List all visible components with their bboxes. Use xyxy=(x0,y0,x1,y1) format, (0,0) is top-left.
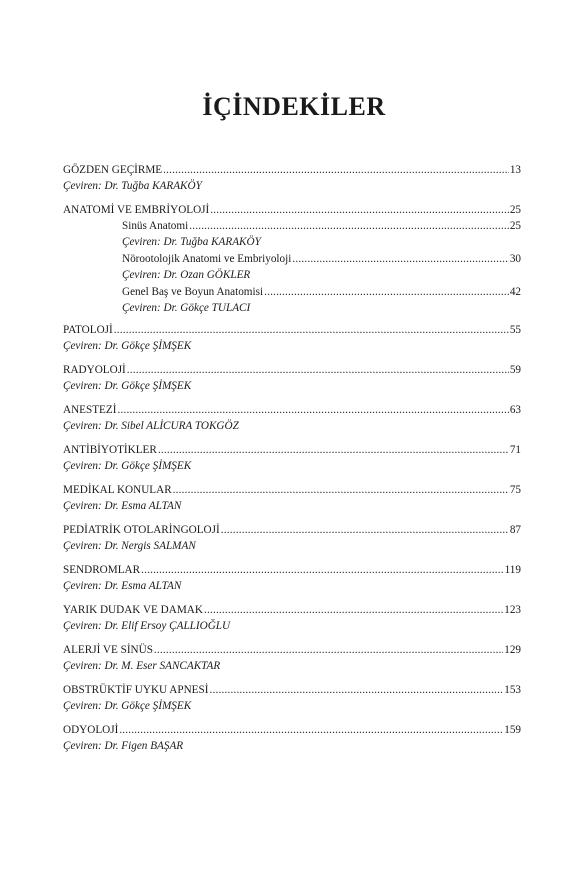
dot-leader xyxy=(204,603,503,618)
toc-page-number: 25 xyxy=(509,220,521,232)
toc-line[interactable] xyxy=(63,363,521,378)
table-of-contents xyxy=(63,163,521,763)
toc-title: MEDİKAL KONULAR xyxy=(63,484,172,496)
toc-page-number: 123 xyxy=(504,604,521,616)
toc-title: Genel Baş ve Boyun Anatomisi xyxy=(122,286,264,298)
toc-subentries xyxy=(122,219,521,317)
toc-entry xyxy=(63,163,521,195)
toc-line[interactable] xyxy=(122,252,521,267)
toc-entry xyxy=(63,603,521,635)
dot-leader xyxy=(119,723,503,738)
toc-translator: Çeviren: Dr. Gökçe ŞİMŞEK xyxy=(63,380,192,392)
toc-page-number: 25 xyxy=(509,204,521,216)
dot-leader xyxy=(210,203,509,218)
toc-page-number: 42 xyxy=(509,286,521,298)
toc-line[interactable] xyxy=(63,163,521,178)
toc-translator: Çeviren: Dr. Elif Ersoy ÇALLIOĞLU xyxy=(63,620,231,632)
toc-line[interactable] xyxy=(63,483,521,498)
toc-title: ALERJİ VE SİNÜS xyxy=(63,644,153,656)
dot-leader xyxy=(209,683,503,698)
toc-translator: Çeviren: Dr. Tuğba KARAKÖY xyxy=(63,180,202,192)
toc-line[interactable] xyxy=(63,443,521,458)
dot-leader xyxy=(173,483,509,498)
toc-title: GÖZDEN GEÇİRME xyxy=(63,164,163,176)
toc-page-number: 13 xyxy=(509,164,521,176)
toc-line[interactable] xyxy=(63,403,521,418)
dot-leader xyxy=(221,523,509,538)
toc-entry xyxy=(63,323,521,355)
toc-title: Nörootolojik Anatomi ve Embriyoloji xyxy=(122,253,292,265)
toc-entry xyxy=(63,203,521,317)
toc-translator: Çeviren: Dr. Sibel ALİCURA TOKGÖZ xyxy=(63,420,239,432)
toc-translator: Çeviren: Dr. Esma ALTAN xyxy=(63,500,182,512)
toc-title: OBSTRÜKTİF UYKU APNESİ xyxy=(63,684,209,696)
toc-page-number: 63 xyxy=(509,404,521,416)
toc-title: YARIK DUDAK VE DAMAK xyxy=(63,604,203,616)
toc-page-number: 153 xyxy=(504,684,521,696)
toc-line[interactable] xyxy=(63,323,521,338)
toc-entry xyxy=(63,483,521,515)
toc-entry xyxy=(63,443,521,475)
toc-line[interactable] xyxy=(63,523,521,538)
toc-page-number: 119 xyxy=(504,564,521,576)
toc-translator: Çeviren: Dr. M. Eser SANCAKTAR xyxy=(63,660,221,672)
dot-leader xyxy=(264,285,509,300)
page-title: İÇİNDEKİLER xyxy=(202,92,386,121)
toc-page-number: 59 xyxy=(509,364,521,376)
toc-page-number: 129 xyxy=(504,644,521,656)
toc-translator: Çeviren: Dr. Ozan GÖKLER xyxy=(122,269,251,281)
toc-page-number: 55 xyxy=(509,324,521,336)
toc-title: RADYOLOJİ xyxy=(63,364,126,376)
toc-title: PATOLOJİ xyxy=(63,324,113,336)
toc-page-number: 159 xyxy=(504,724,521,736)
toc-entry xyxy=(63,683,521,715)
toc-title: ANATOMİ VE EMBRİYOLOJİ xyxy=(63,204,210,216)
toc-translator: Çeviren: Dr. Gökçe ŞİMŞEK xyxy=(63,460,192,472)
toc-entry xyxy=(63,363,521,395)
dot-leader xyxy=(114,323,509,338)
dot-leader xyxy=(158,443,509,458)
toc-entry xyxy=(63,563,521,595)
toc-translator: Çeviren: Dr. Gökçe ŞİMŞEK xyxy=(63,700,192,712)
toc-title: Sinüs Anatomi xyxy=(122,220,189,232)
toc-subentry xyxy=(122,252,521,284)
dot-leader xyxy=(154,643,503,658)
toc-line[interactable] xyxy=(63,563,521,578)
dot-leader xyxy=(117,403,508,418)
toc-translator: Çeviren: Dr. Gökçe TULACI xyxy=(122,302,251,314)
toc-line[interactable] xyxy=(63,643,521,658)
dot-leader xyxy=(141,563,504,578)
dot-leader xyxy=(127,363,509,378)
toc-title: ANTİBİYOTİKLER xyxy=(63,444,157,456)
toc-line[interactable] xyxy=(63,723,521,738)
toc-page-number: 30 xyxy=(509,253,521,265)
toc-title: ANESTEZİ xyxy=(63,404,117,416)
toc-page-number: 87 xyxy=(509,524,521,536)
dot-leader xyxy=(189,219,509,234)
dot-leader xyxy=(292,252,508,267)
dot-leader xyxy=(163,163,509,178)
toc-line[interactable] xyxy=(122,285,521,300)
toc-subentry xyxy=(122,219,521,251)
toc-line[interactable] xyxy=(122,219,521,234)
toc-translator: Çeviren: Dr. Esma ALTAN xyxy=(63,580,182,592)
toc-line[interactable] xyxy=(63,203,521,218)
toc-subentry xyxy=(122,285,521,317)
toc-page-number: 75 xyxy=(509,484,521,496)
toc-page-number: 71 xyxy=(509,444,521,456)
toc-entry xyxy=(63,643,521,675)
toc-title: ODYOLOJİ xyxy=(63,724,119,736)
toc-line[interactable] xyxy=(63,683,521,698)
toc-line[interactable] xyxy=(63,603,521,618)
toc-title: PEDİATRİK OTOLARİNGOLOJİ xyxy=(63,524,220,536)
toc-translator: Çeviren: Dr. Figen BAŞAR xyxy=(63,740,184,752)
toc-translator: Çeviren: Dr. Tuğba KARAKÖY xyxy=(122,236,261,248)
toc-translator: Çeviren: Dr. Gökçe ŞİMŞEK xyxy=(63,340,192,352)
toc-entry xyxy=(63,523,521,555)
toc-title: SENDROMLAR xyxy=(63,564,141,576)
toc-entry xyxy=(63,723,521,755)
toc-translator: Çeviren: Dr. Nergis SALMAN xyxy=(63,540,196,552)
toc-entry xyxy=(63,403,521,435)
